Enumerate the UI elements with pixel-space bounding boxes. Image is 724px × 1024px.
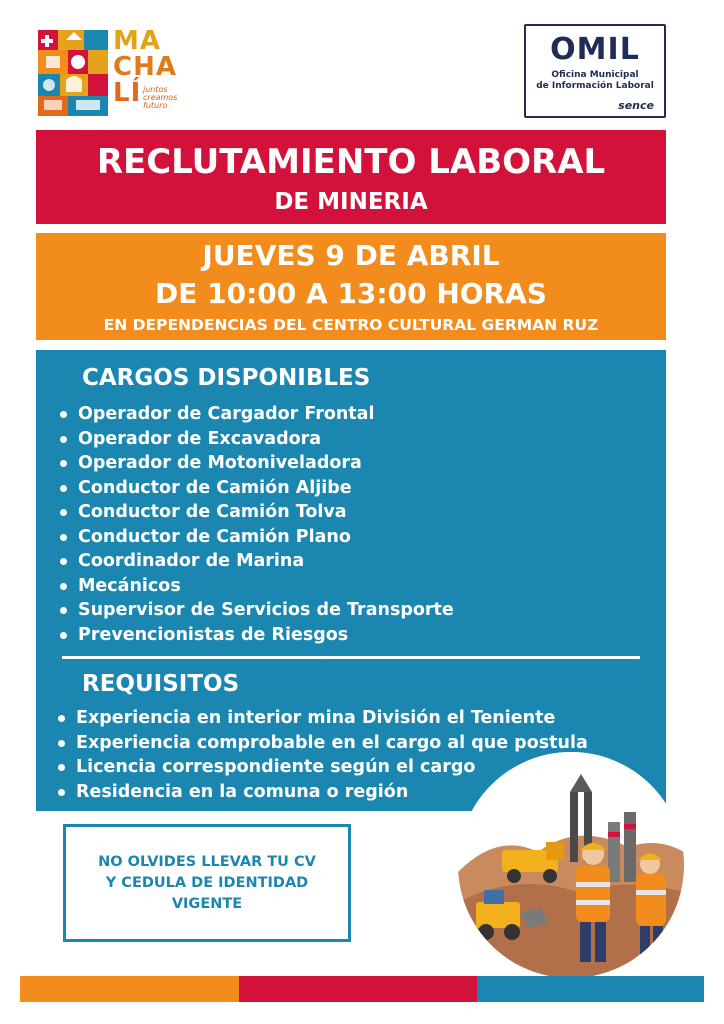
list-item [58,549,454,574]
info-panel [36,350,666,811]
notice-line3: VIGENTE [171,895,243,912]
machali-logo [36,28,196,120]
omil-logo [524,24,666,118]
bullet-icon [60,558,67,565]
list-item-label: Residencia en la comuna o región [76,781,409,802]
list-item-label: Operador de Motoniveladora [78,453,362,473]
event-date: JUEVES 9 DE ABRIL [202,239,500,272]
notice-line2: Y CEDULA DE IDENTIDAD [105,874,309,891]
page-title: RECLUTAMIENTO LABORAL [96,142,606,182]
machali-word-2: CHA [113,52,177,82]
footer-bar-red [239,976,477,1002]
notice-line1: NO OLVIDES LLEVAR TU CV [98,853,316,870]
list-item [58,525,454,550]
event-time: DE 10:00 A 13:00 HORAS [155,277,547,310]
bullet-icon [58,740,65,747]
list-item [58,427,454,452]
bullet-icon [60,436,67,443]
list-item-label: Prevencionistas de Riesgos [78,624,349,645]
footer-bar-orange [20,976,239,1002]
list-item [56,731,588,756]
notice-text [98,852,316,915]
event-location: EN DEPENDENCIAS DEL CENTRO CULTURAL GERMAN RUZ [103,316,599,334]
notice-box [63,824,351,942]
list-item-label: Mecánicos [78,575,181,596]
list-item-label: Supervisor de Servicios de Transporte [78,600,454,620]
omil-subtitle-line1: Oficina Municipal [551,70,639,80]
list-item-label: Licencia correspondiente según el cargo [76,757,476,777]
list-item [58,623,454,648]
list-item [58,402,454,427]
list-item [58,451,454,476]
list-item-label: Coordinador de Marina [78,551,305,571]
list-item-label: Operador de Excavadora [78,428,322,449]
list-item-label: Experiencia en interior mina División el Teniente [76,708,556,728]
list-item [56,706,588,731]
bullet-icon [58,764,65,771]
bullet-icon [60,460,67,467]
bullet-icon [60,607,67,614]
bullet-icon [60,583,67,590]
bullet-icon [60,485,67,492]
bullet-icon [60,534,67,541]
page-subtitle: DE MINERIA [274,189,428,215]
mining-scene-icon [458,752,684,978]
machali-word-3: LÍ [113,78,142,108]
list-item [58,500,454,525]
list-item-label: Conductor de Camión Tolva [78,502,347,522]
list-item-label: Experiencia comprobable en el cargo al que postula [76,732,588,753]
bullet-icon [60,632,67,639]
list-item [58,598,454,623]
machali-word-1: MA [113,26,161,56]
footer-bar-blue [477,976,704,1002]
bullet-icon [58,715,65,722]
positions-list [58,402,454,647]
machali-emblem-icon [36,30,110,118]
requirements-title: REQUISITOS [82,671,240,697]
machali-tagline: juntos creamos futuro [143,85,178,110]
event-banner [36,233,666,340]
title-banner [36,130,666,224]
bullet-icon [58,789,65,796]
list-item-label: Operador de Cargador Frontal [78,404,375,424]
sence-logo: sence [618,99,654,112]
list-item-label: Conductor de Camión Plano [78,526,351,547]
list-item [58,574,454,599]
positions-title: CARGOS DISPONIBLES [82,365,371,391]
mining-illustration [458,752,684,978]
bullet-icon [60,509,67,516]
omil-title: OMIL [550,32,640,67]
omil-subtitle [526,70,664,92]
section-divider [62,656,640,659]
omil-subtitle-line2: de Información Laboral [536,81,654,91]
list-item-label: Conductor de Camión Aljibe [78,477,352,498]
bullet-icon [60,411,67,418]
list-item [58,476,454,501]
